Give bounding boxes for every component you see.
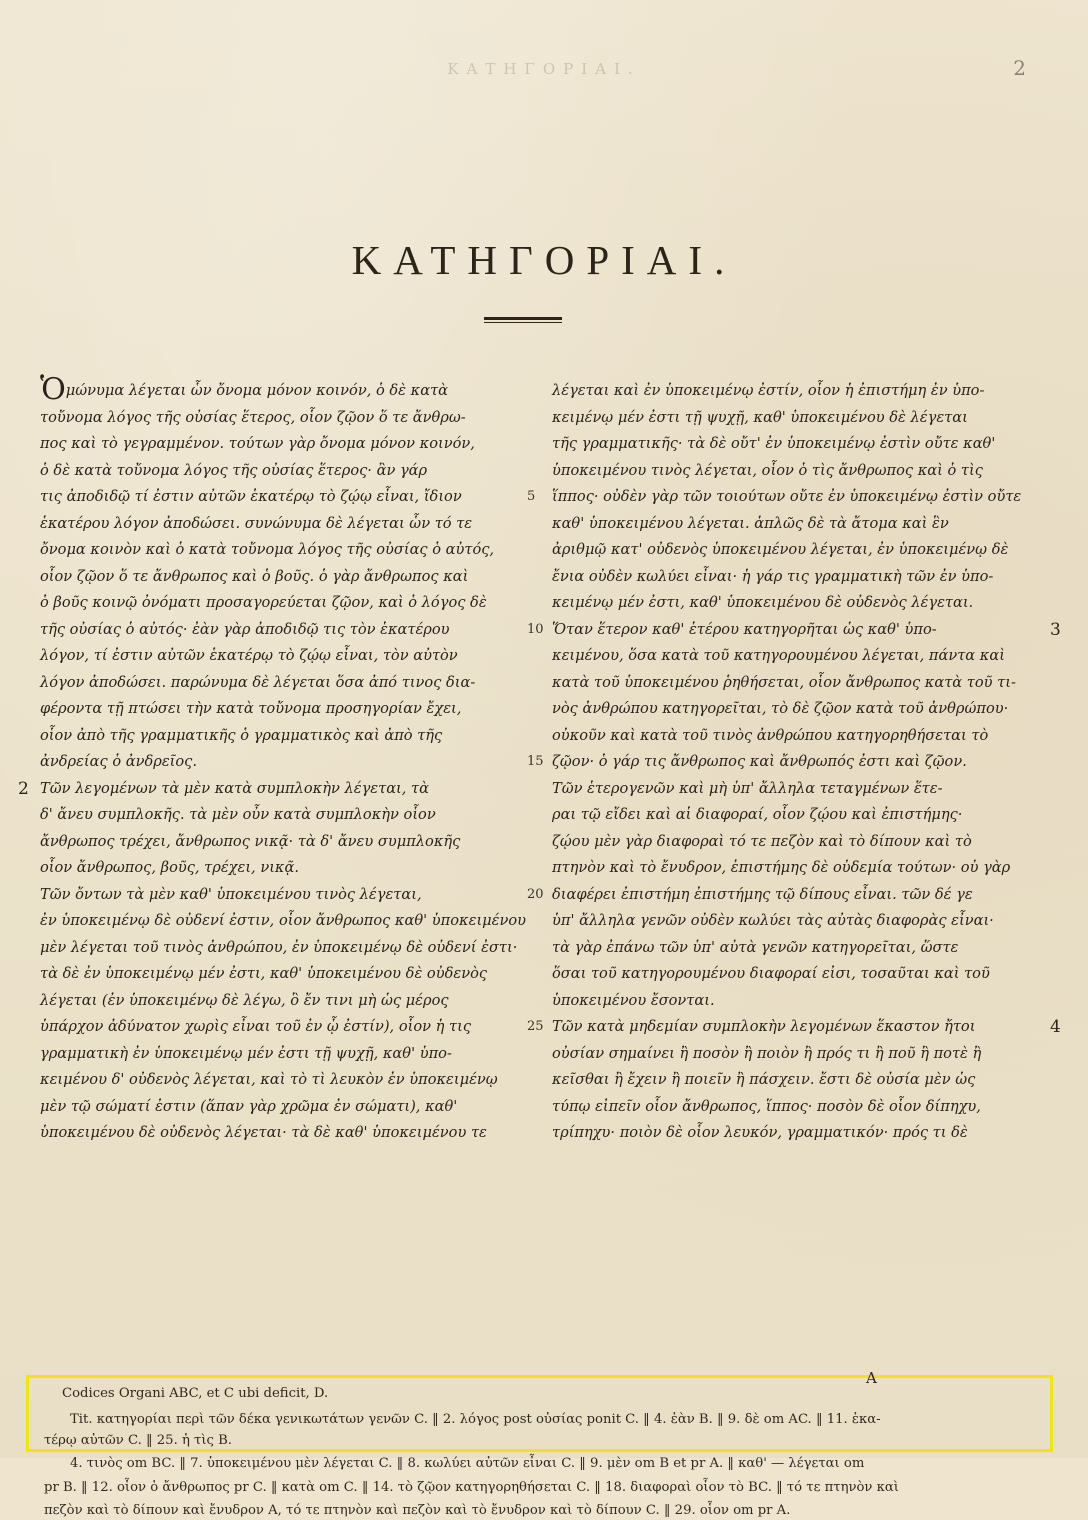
text-line: [552, 405, 1042, 432]
text-line: [552, 537, 1042, 564]
text-line: [552, 378, 1042, 405]
drop-cap: Ὁ: [40, 372, 66, 407]
line-text: τῆς οὐσίας ὁ αὐτός· ἐὰν γὰρ ἀποδιδῷ τις τὸν ἑκατέρου: [40, 620, 450, 638]
line-text: λέγεται (ἐν ὑποκειμένῳ δὲ λέγω, ὃ ἔν τινι μὴ ὡς μέρος: [40, 991, 449, 1009]
text-line: [552, 935, 1042, 962]
text-line: [18, 776, 530, 803]
line-text: ἐν ὑποκειμένῳ δὲ οὐδενί ἐστιν, οἷον ἄνθρωπος καθ' ὑποκειμένου: [40, 912, 527, 929]
line-number: 5: [527, 489, 536, 504]
line-text: τρίπηχυ· ποιὸν δὲ οἷον λευκόν, γραμματικόν· πρός τι δὲ: [552, 1124, 968, 1141]
text-line: [40, 696, 530, 723]
text-line: [40, 988, 530, 1015]
line-text: οἷον ζῷον ὅ τε ἄνθρωπος καὶ ὁ βοῦς. ὁ γὰρ ἄνθρωπος καὶ: [40, 567, 469, 585]
text-line: [40, 1014, 544, 1041]
line-text: γραμματικὴ ἐν ὑποκειμένῳ μέν ἐστι τῇ ψυχῇ, καθ' ὑπο-: [40, 1044, 452, 1062]
line-text: κειμένῳ μέν ἐστι τῇ ψυχῇ, καθ' ὑποκειμένου δὲ λέγεται: [552, 408, 968, 426]
text-line: [40, 431, 530, 458]
text-line: [40, 935, 530, 962]
line-text: δ' ἄνευ συμπλοκῆς. τὰ μὲν οὖν κατὰ συμπλοκὴν οἷον: [40, 806, 436, 823]
text-line: [40, 908, 530, 935]
line-text: πος καὶ τὸ γεγραμμένον. τούτων γὰρ ὄνομα μόνον κοινόν,: [40, 435, 475, 452]
page-title: ΚΑΤΗΓΟΡΙΑΙ.: [351, 237, 737, 283]
line-text: ἀριθμῷ κατ' οὐδενὸς ὑποκειμένου λέγεται, ἐν ὑποκειμένῳ δὲ: [552, 541, 1009, 558]
footnote-line: πεζὸν καὶ τὸ δίπουν καὶ ἔνυδρον A, τό τε πτηνὸν καὶ πεζὸν καὶ τὸ ἔνυδρον καὶ τὸ δίπουν C. ‖ 29. οἷον om pr A.: [44, 1503, 791, 1518]
line-text: ὑπάρχον ἀδύνατον χωρὶς εἶναι τοῦ ἐν ᾧ ἐστίν), οἷον ἡ τις: [40, 1018, 471, 1035]
text-line: [40, 749, 544, 776]
text-line: [552, 723, 1042, 750]
line-text: οὐκοῦν καὶ κατὰ τοῦ τινὸς ἀνθρώπου κατηγορηθήσεται τὸ: [552, 726, 989, 744]
text-line: [552, 458, 1042, 485]
text-line: [40, 617, 544, 644]
text-line: [552, 511, 1042, 538]
text-line: [552, 1041, 1042, 1068]
text-line: [40, 372, 530, 407]
line-text: πτηνὸν καὶ τὸ ἔνυδρον, ἐπιστήμης δὲ οὐδεμία τούτων· οὐ γὰρ: [552, 859, 1011, 876]
section-number: 4: [1050, 1017, 1061, 1037]
line-text: κεῖσθαι ἢ ἔχειν ἢ ποιεῖν ἢ πάσχειν. ἔστι δὲ οὐσία μὲν ὡς: [552, 1071, 976, 1088]
line-text: ἄνθρωπος τρέχει, ἄνθρωπος νικᾷ· τὰ δ' ἄνευ συμπλοκῆς: [40, 832, 461, 850]
text-line: [40, 855, 530, 882]
text-line: [40, 484, 536, 511]
text-line: [552, 564, 1042, 591]
line-text: κατὰ τοῦ ὑποκειμένου ῥηθήσεται, οἷον ἄνθρωπος κατὰ τοῦ τι-: [552, 673, 1016, 691]
line-text: ὑποκειμένου δὲ οὐδενὸς λέγεται· τὰ δὲ καθ' ὑποκειμένου τε: [40, 1124, 487, 1141]
text-line: [40, 1120, 530, 1147]
text-line: [552, 855, 1042, 882]
text-line: [552, 961, 1042, 988]
line-text: Τῶν ἑτερογενῶν καὶ μὴ ὑπ' ἄλληλα τεταγμένων ἕτε-: [552, 779, 943, 797]
text-line: [552, 643, 1042, 670]
text-line: [40, 1041, 530, 1068]
line-text: τὰ γὰρ ἐπάνω τῶν ὑπ' αὐτὰ γενῶν κατηγορεῖται, ὥστε: [552, 938, 959, 956]
line-text: τις ἀποδιδῷ τί ἐστιν αὐτῶν ἑκατέρῳ τὸ ζῴῳ εἶναι, ἴδιον: [40, 488, 462, 505]
line-text: ἵππος· οὐδὲν γὰρ τῶν τοιούτων οὔτε ἐν ὑποκειμένῳ ἐστὶν οὔτε: [552, 488, 1022, 505]
line-text: τοὔνομα λόγος τῆς οὐσίας ἕτερος, οἷον ζῷον ὅ τε ἄνθρω-: [40, 408, 466, 426]
line-text: ὑποκειμένου τινὸς λέγεται, οἷον ὁ τὶς ἄνθρωπος καὶ ὁ τὶς: [552, 461, 983, 479]
text-line: [552, 802, 1042, 829]
text-line: [40, 961, 530, 988]
line-number: 10: [527, 621, 544, 637]
line-text: ὄνομα κοινὸν καὶ ὁ κατὰ τοὔνομα λόγος τῆς οὐσίας ὁ αὐτός,: [40, 541, 495, 558]
line-text: ὅσαι τοῦ κατηγορουμένου διαφοραί εἰσι, τοσαῦται καὶ τοῦ: [552, 965, 990, 982]
line-text: ραι τῷ εἴδει καὶ αἱ διαφοραί, οἷον ζῴου καὶ ἐπιστήμης·: [552, 806, 963, 823]
title-rule-thick: [484, 317, 562, 320]
text-line: [552, 882, 1042, 909]
text-line: [40, 882, 544, 909]
left-column: [18, 372, 544, 1147]
text-line: [552, 484, 1042, 511]
section-number: 3: [1050, 619, 1061, 640]
line-text: μὲν τῷ σώματί ἐστιν (ἅπαν γὰρ χρῶμα ἐν σώματι), καθ': [40, 1097, 458, 1115]
line-number: 20: [527, 886, 544, 902]
text-line: [552, 617, 1061, 644]
text-line: [552, 1094, 1042, 1121]
footnote-line: pr B. ‖ 12. οἷον ὁ ἄνθρωπος pr C. ‖ κατὰ om C. ‖ 14. τὸ ζῷον κατηγορηθήσεται C. ‖ 18. διαφοραὶ οἷον τὸ BC. ‖ τό τε πτηνὸν καὶ: [44, 1480, 899, 1495]
line-text: ἑκατέρου λόγον ἀποδώσει. συνώνυμα δὲ λέγεται ὧν τό τε: [40, 514, 473, 532]
text-line: [40, 670, 530, 697]
footnote-line: 4. τινὸς om BC. ‖ 7. ὑποκειμένου μὲν λέγεται C. ‖ 8. κωλύει αὐτῶν εἶναι C. ‖ 9. μὲν om B et pr A. ‖ καθ' — λέγεται om: [70, 1456, 865, 1471]
text-line: [40, 802, 530, 829]
text-line: [552, 1014, 1061, 1041]
line-text: κειμένῳ μέν ἐστι, καθ' ὑποκειμένου δὲ οὐδενὸς λέγεται.: [552, 594, 974, 611]
line-text: οἷον ἀπὸ τῆς γραμματικῆς ὁ γραμματικὸς καὶ ἀπὸ τῆς: [40, 726, 443, 744]
footnote-line: τέρῳ αὐτῶν C. ‖ 25. ἡ τὶς B.: [44, 1433, 232, 1448]
text-line: [552, 988, 1042, 1015]
right-column: [552, 378, 1061, 1147]
text-line: [40, 511, 530, 538]
line-text: Ὅταν ἕτερον καθ' ἑτέρου κατηγορῆται ὡς καθ' ὑπο-: [552, 620, 937, 638]
line-text: οἷον ἄνθρωπος, βοῦς, τρέχει, νικᾷ.: [40, 859, 299, 876]
text-line: [552, 829, 1042, 856]
line-text: ζῴου μὲν γὰρ διαφοραὶ τό τε πεζὸν καὶ τὸ δίπουν καὶ τὸ: [552, 832, 972, 850]
text-line: [552, 696, 1042, 723]
line-text: ἔνια οὐδὲν κωλύει εἶναι· ἡ γάρ τις γραμματικὴ τῶν ἐν ὑπο-: [552, 567, 994, 585]
text-line: [40, 590, 530, 617]
footnote-line: Tit. κατηγορίαι περὶ τῶν δέκα γενικωτάτων γενῶν C. ‖ 2. λόγος post οὐσίας ponit C. ‖ 4. ἐὰν B. ‖ 9. δὲ om AC. ‖ 11. ἑκα-: [70, 1412, 881, 1427]
text-line: [40, 1094, 530, 1121]
line-text: μὲν λέγεται τοῦ τινὸς ἀνθρώπου, ἐν ὑποκειμένῳ δὲ οὐδενί ἐστι·: [40, 938, 518, 956]
text-line: [552, 431, 1042, 458]
text-line: [552, 1120, 1042, 1147]
line-number: 25: [527, 1019, 544, 1034]
footnote-line: Codices Organi ABC, et C ubi deficit, D.: [62, 1386, 329, 1401]
line-text: τύπῳ εἰπεῖν οἷον ἄνθρωπος, ἵππος· ποσὸν δὲ οἷον δίπηχυ,: [552, 1097, 981, 1115]
text-line: [40, 829, 530, 856]
line-number: 15: [527, 754, 544, 769]
line-text: φέροντα τῇ πτώσει τὴν κατὰ τοὔνομα προσηγορίαν ἔχει,: [40, 700, 462, 717]
line-text: λόγον ἀποδώσει. παρώνυμα δὲ λέγεται ὅσα ἀπό τινος δια-: [40, 673, 476, 691]
text-line: [552, 1067, 1042, 1094]
line-text: νὸς ἀνθρώπου κατηγορεῖται, τὸ δὲ ζῷον κατὰ τοῦ ἀνθρώπου·: [552, 700, 1009, 717]
line-text: τὰ δὲ ἐν ὑποκειμένῳ μέν ἐστι, καθ' ὑποκειμένου δὲ οὐδενὸς: [40, 965, 488, 982]
page-number: 2: [1013, 56, 1026, 80]
line-text: καθ' ὑποκειμένου λέγεται. ἁπλῶς δὲ τὰ ἄτομα καὶ ἓν: [552, 514, 949, 532]
line-text: Τῶν ὄντων τὰ μὲν καθ' ὑποκειμένου τινὸς λέγεται,: [40, 885, 422, 903]
text-line: [552, 670, 1042, 697]
text-line: [40, 1067, 530, 1094]
signature-mark: A: [866, 1369, 877, 1387]
text-line: [552, 776, 1042, 803]
line-text: ἀνδρείας ὁ ἀνδρεῖος.: [40, 753, 197, 770]
line-text: οὐσίαν σημαίνει ἢ ποσὸν ἢ ποιὸν ἢ πρός τι ἢ ποῦ ἢ ποτὲ ἢ: [552, 1044, 982, 1062]
text-line: [552, 590, 1042, 617]
line-text: λόγον, τί ἐστιν αὐτῶν ἑκατέρῳ τὸ ζῴῳ εἶναι, τὸν αὐτὸν: [40, 647, 458, 664]
text-line: [40, 537, 530, 564]
text-line: [40, 643, 530, 670]
text-line: [552, 908, 1042, 935]
line-text: Τῶν κατὰ μηδεμίαν συμπλοκὴν λεγομένων ἕκαστον ἤτοι: [552, 1018, 976, 1035]
line-text: τῆς γραμματικῆς· τὰ δὲ οὔτ' ἐν ὑποκειμένῳ ἐστὶν οὔτε καθ': [552, 435, 996, 452]
line-text: ὑπ' ἄλληλα γενῶν οὐδὲν κωλύει τὰς αὐτὰς διαφορὰς εἶναι·: [552, 912, 994, 929]
section-number: 2: [18, 778, 29, 799]
text-line: [552, 749, 1042, 776]
line-text: κειμένου, ὅσα κατὰ τοῦ κατηγορουμένου λέγεται, πάντα καὶ: [552, 647, 1005, 664]
title-rule-thin: [484, 322, 562, 323]
line-text: κειμένου δ' οὐδενὸς λέγεται, καὶ τὸ τὶ λευκὸν ἐν ὑποκειμένῳ: [40, 1071, 498, 1088]
text-line: [40, 564, 530, 591]
text-line: [40, 723, 530, 750]
text-line: [40, 405, 530, 432]
line-text: μώνυμα λέγεται ὧν ὄνομα μόνον κοινόν, ὁ δὲ κατὰ: [65, 382, 449, 399]
running-head-bleedthrough: ΚΑΤΗΓΟΡΙΑΙ.: [447, 60, 641, 78]
line-text: ὑποκειμένου ἔσονται.: [552, 991, 715, 1009]
line-text: ὁ βοῦς κοινῷ ὀνόματι προσαγορεύεται ζῷον, καὶ ὁ λόγος δὲ: [40, 594, 487, 611]
line-text: λέγεται καὶ ἐν ὑποκειμένῳ ἐστίν, οἷον ἡ ἐπιστήμη ἐν ὑπο-: [552, 382, 985, 399]
line-text: Τῶν λεγομένων τὰ μὲν κατὰ συμπλοκὴν λέγεται, τὰ: [40, 779, 429, 797]
text-line: [40, 458, 530, 485]
line-text: ὁ δὲ κατὰ τοὔνομα λόγος τῆς οὐσίας ἕτερος· ἂν γάρ: [40, 461, 428, 479]
line-text: ζῷον· ὁ γάρ τις ἄνθρωπος καὶ ἄνθρωπός ἐστι καὶ ζῷον.: [552, 753, 967, 770]
line-text: διαφέρει ἐπιστήμη ἐπιστήμης τῷ δίπους εἶναι. τῶν δέ γε: [552, 885, 973, 903]
